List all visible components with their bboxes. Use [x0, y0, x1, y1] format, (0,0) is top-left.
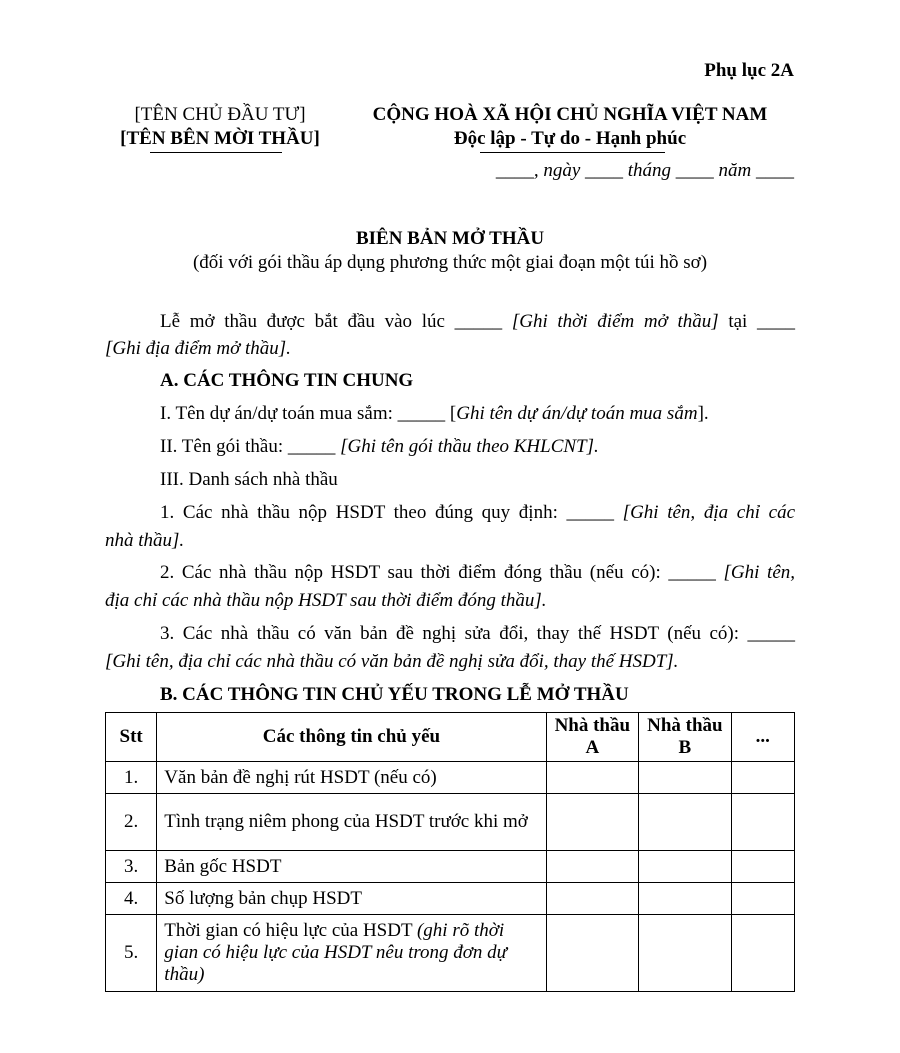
bidders-amend-label: 3. Các nhà thầu có văn bản đề nghị sửa đổi, thay thế HSDT (nếu có): _____ [160, 623, 795, 644]
bidders-on-time-hint: [Ghi tên, địa chỉ các [622, 502, 795, 523]
cell-more [731, 883, 794, 915]
header-main-info: Các thông tin chủ yếu [157, 713, 546, 762]
row-stt: 1. [106, 762, 157, 794]
row-info [157, 915, 546, 992]
row-stt: 5. [106, 915, 157, 992]
procuring-entity-placeholder: [TÊN BÊN MỜI THẦU] [120, 128, 320, 149]
row-info: Số lượng bản chụp HSDT [157, 883, 546, 915]
cell-bidder-a [546, 883, 639, 915]
investor-name-placeholder: [TÊN CHỦ ĐẦU TƯ] [134, 104, 306, 125]
row-info: Văn bản đề nghị rút HSDT (nếu có) [157, 762, 546, 794]
header-bidder-a: Nhà thầu A [546, 713, 639, 762]
project-name-line [160, 399, 800, 428]
row-stt: 3. [106, 851, 157, 883]
project-name-label: I. Tên dự án/dự toán mua sắm: _____ [ [160, 403, 457, 424]
opening-location-hint: [Ghi địa điểm mở thầu]. [105, 338, 291, 359]
table-row [106, 883, 795, 915]
table-row [106, 794, 795, 851]
cell-more [731, 915, 794, 992]
cell-bidder-a [546, 794, 639, 851]
cell-more [731, 762, 794, 794]
bidders-late-hint: [Ghi tên, [723, 562, 796, 583]
bidders-late-hint-end: địa chỉ các nhà thầu nộp HSDT sau thời điểm đóng thầu]. [105, 590, 547, 611]
package-name-label: II. Tên gói thầu: _____ [160, 436, 341, 457]
row-stt: 2. [106, 794, 157, 851]
cell-more [731, 794, 794, 851]
motto-underline [480, 152, 665, 153]
table-row [106, 915, 795, 992]
opening-location-text: tại ____ [718, 311, 796, 332]
opening-text: Lễ mở thầu được bắt đầu vào lúc _____ [160, 311, 512, 332]
cell-bidder-b [639, 883, 732, 915]
project-name-hint: Ghi tên dự án/dự toán mua sắm [456, 403, 698, 424]
cell-more [731, 851, 794, 883]
bidders-on-time-hint-end: nhà thầu]. [105, 530, 185, 551]
document-subtitle: (đối với gói thầu áp dụng phương thức một giai đoạn một túi hồ sơ) [192, 252, 708, 273]
row-info: Tình trạng niêm phong của HSDT trước khi mở [157, 794, 546, 851]
row-info: Bản gốc HSDT [157, 851, 546, 883]
appendix-label: Phụ lục 2A [704, 60, 794, 81]
header-stt: Stt [106, 713, 157, 762]
national-title: CỘNG HOÀ XÃ HỘI CHỦ NGHĨA VIỆT NAM [372, 104, 768, 125]
bidders-on-time-line1 [105, 498, 795, 527]
table-row [106, 762, 795, 794]
bidder-list-heading: III. Danh sách nhà thầu [160, 469, 338, 490]
header-bidder-b: Nhà thầu B [639, 713, 732, 762]
cell-bidder-a [546, 915, 639, 992]
cell-bidder-a [546, 762, 639, 794]
section-b-heading: B. CÁC THÔNG TIN CHỦ YẾU TRONG LỄ MỞ THẦU [160, 684, 629, 705]
cell-bidder-b [639, 915, 732, 992]
project-name-end: ]. [697, 403, 709, 424]
opening-time-hint: [Ghi thời điểm mở thầu] [511, 311, 719, 332]
national-motto: Độc lập - Tự do - Hạnh phúc [453, 128, 687, 149]
row-info-text: Thời gian có hiệu lực của HSDT [164, 920, 417, 941]
cell-bidder-b [639, 794, 732, 851]
cell-bidder-b [639, 851, 732, 883]
cell-bidder-a [546, 851, 639, 883]
bidders-on-time-label: 1. Các nhà thầu nộp HSDT theo đúng quy định: _____ [160, 502, 623, 523]
left-header-underline [150, 152, 282, 153]
package-name-hint: [Ghi tên gói thầu theo KHLCNT]. [340, 436, 599, 457]
bidders-amend-hint: [Ghi tên, địa chỉ các nhà thầu có văn bản đề nghị sửa đổi, thay thế HSDT]. [105, 651, 679, 672]
row-stt: 4. [106, 883, 157, 915]
bidders-amend-line1 [105, 619, 795, 648]
cell-bidder-b [639, 762, 732, 794]
bidders-late-label: 2. Các nhà thầu nộp HSDT sau thời điểm đóng thầu (nếu có): _____ [160, 562, 724, 583]
row-info-hint: (ghi rõ thời gian có hiệu lực của HSDT nêu trong đơn dự thầu) [164, 920, 508, 985]
bidders-late-line1 [105, 558, 795, 587]
opening-info-table [105, 712, 795, 992]
document-title: BIÊN BẢN MỞ THẦU [355, 228, 545, 249]
table-row [106, 851, 795, 883]
date-line: ____, ngày ____ tháng ____ năm ____ [495, 160, 794, 181]
table-header-row [106, 713, 795, 762]
header-more: ... [731, 713, 794, 762]
opening-paragraph-line1 [105, 307, 795, 336]
package-name-line [160, 432, 800, 461]
section-a-heading: A. CÁC THÔNG TIN CHUNG [160, 370, 414, 391]
